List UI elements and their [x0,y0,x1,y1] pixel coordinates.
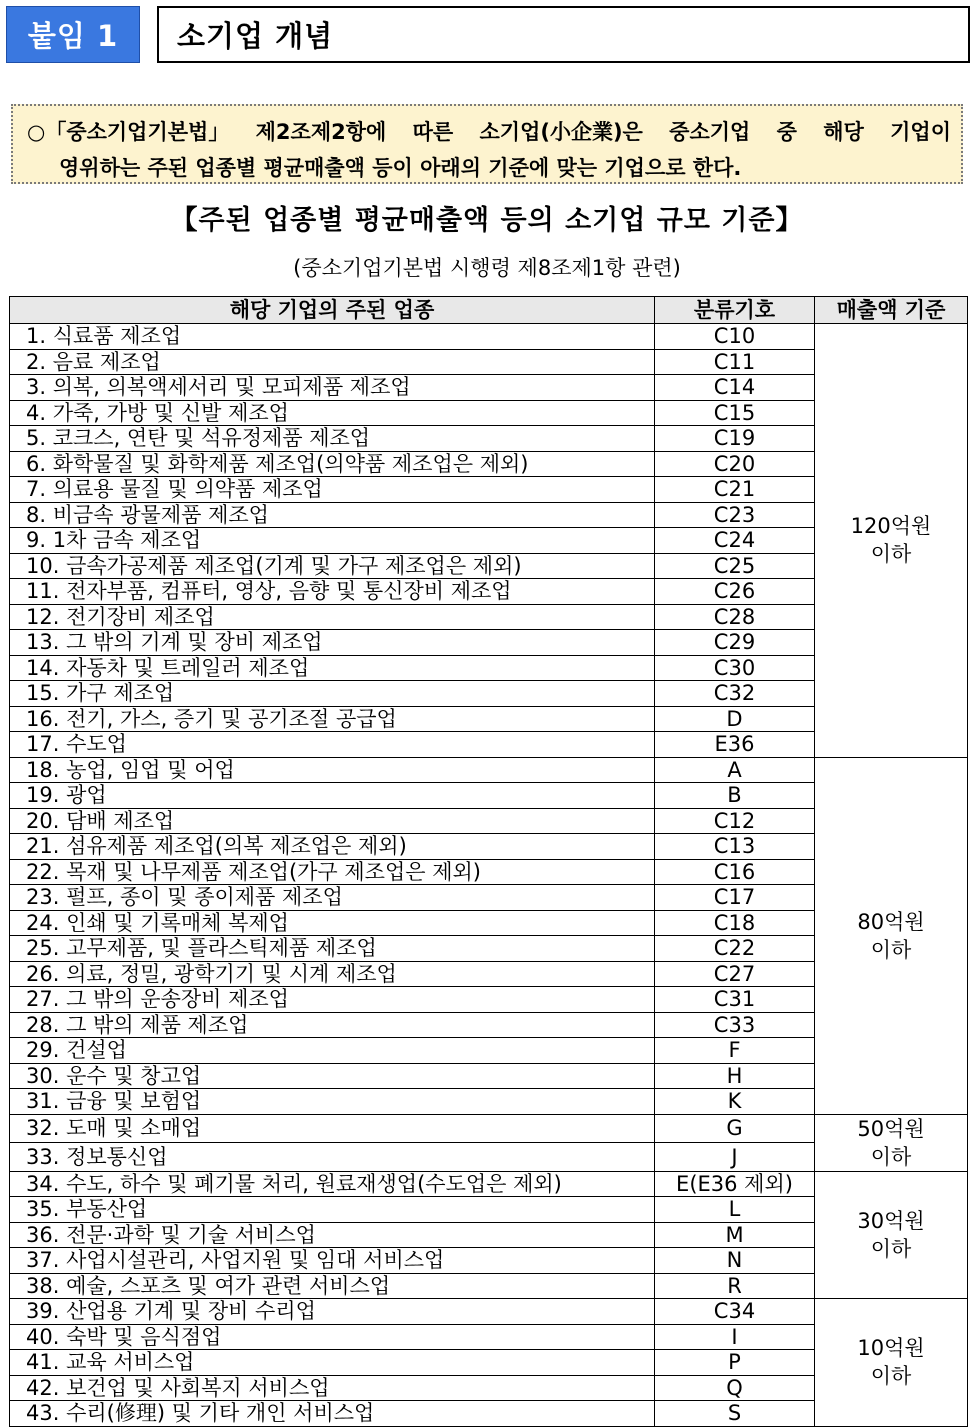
code-cell: G [655,1114,815,1143]
industry-cell: 16. 전기, 가스, 증기 및 공기조절 공급업 [10,706,655,732]
industry-cell: 41. 교육 서비스업 [10,1350,655,1376]
criterion-line: 이하 [870,1144,912,1169]
code-cell: R [655,1273,815,1299]
size-criteria-table [9,296,968,1427]
industry-cell: 40. 숙박 및 음식점업 [10,1324,655,1350]
industry-cell: 15. 가구 제조업 [10,681,655,707]
industry-cell: 38. 예술, 스포츠 및 여가 관련 서비스업 [10,1273,655,1299]
code-cell: C29 [655,630,815,656]
code-cell: C10 [655,324,815,350]
code-cell: C34 [655,1299,815,1325]
table-header-row [10,297,968,324]
section-subtitle: (중소기업기본법 시행령 제8조제1항 관련) [293,256,681,280]
code-cell: C28 [655,604,815,630]
industry-cell: 39. 산업용 기계 및 장비 수리업 [10,1299,655,1325]
attachment-badge: 붙임 1 [6,6,140,63]
page-title: 소기업 개념 [157,6,970,63]
code-cell: L [655,1197,815,1223]
criterion-line: 80억원 [857,909,925,934]
code-cell: P [655,1350,815,1376]
industry-cell: 18. 농업, 임업 및 어업 [10,757,655,783]
code-cell: C33 [655,1012,815,1038]
note-word: 기업이 [890,120,951,144]
criterion-line: 이하 [870,1236,912,1261]
industry-cell: 10. 금속가공제품 제조업(기계 및 가구 제조업은 제외) [10,553,655,579]
table-row [10,324,968,350]
code-cell: E(E36 제외) [655,1171,815,1197]
code-cell: C31 [655,987,815,1013]
industry-cell: 6. 화학물질 및 화학제품 제조업(의약품 제조업은 제외) [10,451,655,477]
note-line-1 [27,114,951,150]
code-cell: C32 [655,681,815,707]
criterion-line: 50억원 [857,1116,925,1141]
code-cell: C13 [655,834,815,860]
industry-cell: 23. 펄프, 종이 및 종이제품 제조업 [10,885,655,911]
industry-cell: 19. 광업 [10,783,655,809]
sales-criterion-cell [815,757,968,1114]
sales-criterion-cell [815,1299,968,1427]
criterion-line: 이하 [870,937,912,962]
industry-cell: 1. 식료품 제조업 [10,324,655,350]
code-cell: C15 [655,400,815,426]
industry-cell: 7. 의료용 물질 및 의약품 제조업 [10,477,655,503]
code-cell: B [655,783,815,809]
code-cell: H [655,1063,815,1089]
industry-cell: 28. 그 밖의 제품 제조업 [10,1012,655,1038]
industry-cell: 21. 섬유제품 제조업(의복 제조업은 제외) [10,834,655,860]
sales-criterion-cell [815,1114,968,1171]
table-body [10,324,968,1427]
industry-cell: 32. 도매 및 소매업 [10,1114,655,1143]
code-cell: S [655,1401,815,1427]
criterion-line: 30억원 [857,1208,925,1233]
industry-cell: 31. 금융 및 보험업 [10,1089,655,1115]
industry-cell: 14. 자동차 및 트레일러 제조업 [10,655,655,681]
code-cell: C20 [655,451,815,477]
code-cell: C19 [655,426,815,452]
note-line-2: 영위하는 주된 업종별 평균매출액 등이 아래의 기준에 맞는 기업으로 한다. [59,156,742,180]
note-word: 중소기업 [669,120,751,144]
code-cell: D [655,706,815,732]
industry-cell: 36. 전문·과학 및 기술 서비스업 [10,1222,655,1248]
code-cell: C24 [655,528,815,554]
industry-cell: 34. 수도, 하수 및 폐기물 처리, 원료재생업(수도업은 제외) [10,1171,655,1197]
industry-cell: 11. 전자부품, 컴퓨터, 영상, 음향 및 통신장비 제조업 [10,579,655,605]
code-cell: C27 [655,961,815,987]
industry-cell: 27. 그 밖의 운송장비 제조업 [10,987,655,1013]
industry-cell: 29. 건설업 [10,1038,655,1064]
industry-cell: 22. 목재 및 나무제품 제조업(가구 제조업은 제외) [10,859,655,885]
table-row [10,1171,968,1197]
criterion-line: 이하 [870,542,912,567]
header-code: 분류기호 [655,297,815,324]
code-cell: C25 [655,553,815,579]
code-cell: C26 [655,579,815,605]
header-industry: 해당 기업의 주된 업종 [10,297,655,324]
industry-cell: 26. 의료, 정밀, 광학기기 및 시계 제조업 [10,961,655,987]
code-cell: I [655,1324,815,1350]
industry-cell: 4. 가죽, 가방 및 신발 제조업 [10,400,655,426]
code-cell: M [655,1222,815,1248]
industry-cell: 43. 수리(修理) 및 기타 개인 서비스업 [10,1401,655,1427]
industry-cell: 17. 수도업 [10,732,655,758]
definition-note [11,104,963,184]
industry-cell: 30. 운수 및 창고업 [10,1063,655,1089]
industry-cell: 8. 비금속 광물제품 제조업 [10,502,655,528]
criterion-line: 이하 [870,1364,912,1389]
industry-cell: 12. 전기장비 제조업 [10,604,655,630]
industry-cell: 2. 음료 제조업 [10,349,655,375]
sales-criterion-cell [815,1171,968,1299]
criterion-line: 120억원 [850,514,932,539]
code-cell: C14 [655,375,815,401]
code-cell: C18 [655,910,815,936]
code-cell: K [655,1089,815,1115]
industry-cell: 13. 그 밖의 기계 및 장비 제조업 [10,630,655,656]
code-cell: A [655,757,815,783]
industry-cell: 35. 부동산업 [10,1197,655,1223]
code-cell: C21 [655,477,815,503]
industry-cell: 9. 1차 금속 제조업 [10,528,655,554]
sales-criterion-cell [815,324,968,758]
code-cell: N [655,1248,815,1274]
industry-cell: 37. 사업시설관리, 사업지원 및 임대 서비스업 [10,1248,655,1274]
code-cell: C11 [655,349,815,375]
industry-cell: 5. 코크스, 연탄 및 석유정제품 제조업 [10,426,655,452]
note-word: ○「중소기업기본법」 [27,120,230,144]
table-row [10,757,968,783]
code-cell: C23 [655,502,815,528]
code-cell: C17 [655,885,815,911]
code-cell: C16 [655,859,815,885]
code-cell: J [655,1143,815,1172]
industry-cell: 20. 담배 제조업 [10,808,655,834]
code-cell: C30 [655,655,815,681]
table-row [10,1114,968,1143]
note-word: 해당 [823,120,864,144]
note-word: 중 [776,120,797,144]
code-cell: C12 [655,808,815,834]
code-cell: F [655,1038,815,1064]
industry-cell: 3. 의복, 의복액세서리 및 모피제품 제조업 [10,375,655,401]
section-title: 【주된 업종별 평균매출액 등의 소기업 규모 기준】 [170,205,804,236]
code-cell: E36 [655,732,815,758]
code-cell: Q [655,1375,815,1401]
note-word: 제2조제2항에 [255,120,387,144]
table-row [10,1299,968,1325]
note-word: 소기업(小企業)은 [479,120,643,144]
industry-cell: 25. 고무제품, 및 플라스틱제품 제조업 [10,936,655,962]
code-cell: C22 [655,936,815,962]
industry-cell: 33. 정보통신업 [10,1143,655,1172]
industry-cell: 24. 인쇄 및 기록매체 복제업 [10,910,655,936]
header-sales-criterion: 매출액 기준 [815,297,968,324]
note-word: 따른 [412,120,454,144]
industry-cell: 42. 보건업 및 사회복지 서비스업 [10,1375,655,1401]
criterion-line: 10억원 [857,1336,925,1361]
